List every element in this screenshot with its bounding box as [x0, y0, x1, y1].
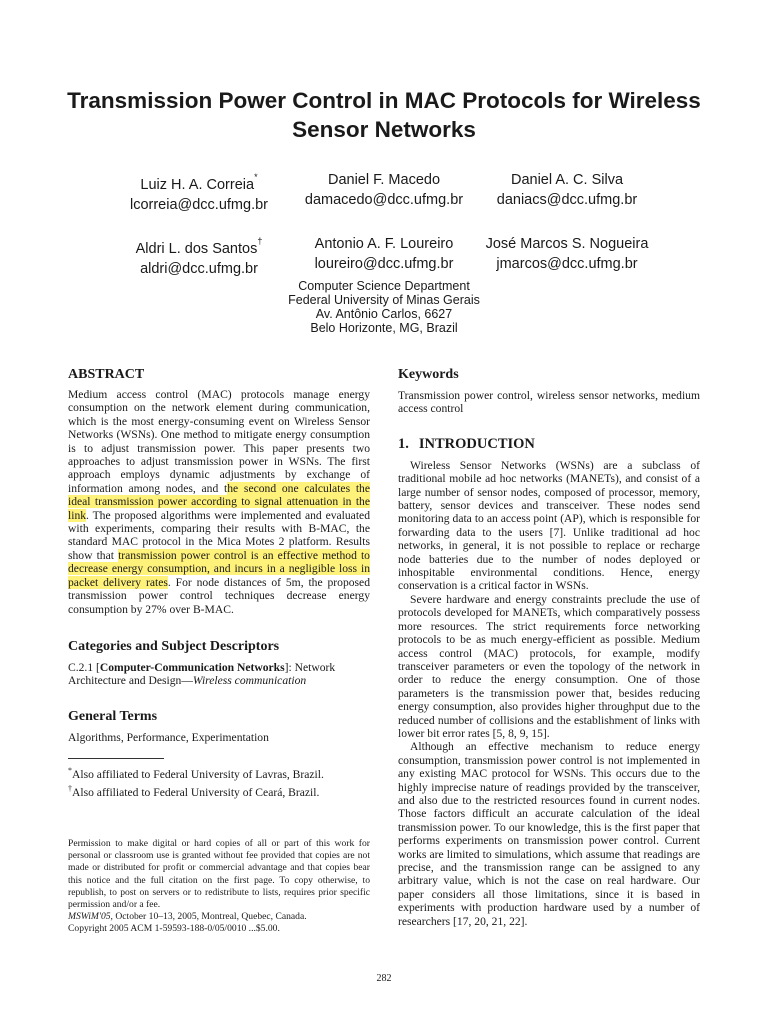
author-mark: † [257, 236, 263, 246]
intro-paragraph: Severe hardware and energy constraints preclude the use of protocols developed for MANETs, which comparatively possess more resources. The strict requirements force networking protocols to be as much energy-efficient as possible. Medium access control (MAC) protocols, for example, modify transceiver parameters or even the topology of the network in order to reduce the energy consumption. One of those parameters is the transmission power that, besides reducing energy consumption, also provides higher throughput due to the reduced number of collisions and the establishment of links with lower bit error rates [5, 8, 9, 15]. [398, 592, 700, 740]
author-email[interactable]: damacedo@dcc.ufmg.br [304, 192, 464, 208]
affiliation [234, 279, 534, 335]
paper-title [40, 86, 728, 144]
author-email[interactable]: jmarcos@dcc.ufmg.br [496, 256, 638, 272]
category-code: C.2.1 [ [68, 660, 100, 674]
general-terms-text: Algorithms, Performance, Experimentation [68, 730, 269, 744]
author-name: José Marcos S. Nogueira [485, 236, 649, 252]
copyright-line: Copyright 2005 ACM 1-59593-188-0/05/0010 ...$5.00. [68, 923, 280, 935]
author-email[interactable]: loureiro@dcc.ufmg.br [314, 256, 454, 272]
title-line-1: Transmission Power Control in MAC Protocols for Wireless [67, 88, 701, 113]
abstract-text-part: Medium access control (MAC) protocols manage energy consumption on the network element during communication, which is the most energy-consuming event on Wireless Sensor Networks (WSNs). One method to mitigate energy consumption is to adjust transmission power. This paper presents two approaches to adjust transmission power in WSNs. The first approach employs dynamic adjustments by exchange of information among nodes, and t [68, 388, 370, 495]
author-block [457, 170, 677, 210]
author-name: Daniel F. Macedo [327, 172, 441, 188]
right-column [398, 366, 700, 928]
permission-text: Permission to make digital or hard copies of all or part of this work for personal or classroom use is granted without fee provided that copies are not made or distributed for profit or commercial advantage and that copies bear this notice and the full citation on the first page. To copy otherwise, to republish, to post on servers or to redistribute to lists, requires prior specific permission and/or a fee. [68, 838, 370, 911]
categories-heading: Categories and Subject Descriptors [68, 638, 280, 654]
author-name: Antonio A. F. Loureiro [314, 236, 454, 252]
author-name: Luiz H. A. Correia [140, 176, 255, 193]
author-mark: * [254, 172, 258, 182]
affiliation-line: Av. Antônio Carlos, 6627 [315, 307, 453, 321]
intro-paragraph: Wireless Sensor Networks (WSNs) are a subclass of traditional mobile ad hoc networks (MANETs), and consist of a large number of sensor nodes, composed of processor, memory, battery, sensor devices and transceiver. These nodes send monitoring data to an access point (AP), which is responsible for forwarding data to the users [7]. Unlike traditional ad hoc networks, in general, it is not possible to replace or recharge node batteries due to the number of nodes deployed or inhospitable environmental conditions. Hence, energy conservation is a critical factor in WSNs. [398, 458, 700, 593]
abstract-text [68, 388, 370, 616]
venue-details: October 10–13, 2005, Montreal, Quebec, Canada. [112, 911, 307, 923]
affiliation-line: Belo Horizonte, MG, Brazil [310, 321, 458, 335]
highlighted-text[interactable]: he second one calculates the ideal transmission power according to signal attenuation in the link [68, 481, 370, 522]
author-email[interactable]: daniacs@dcc.ufmg.br [496, 192, 638, 208]
footnote-text: Also affiliated to Federal University of Lavras, Brazil. [72, 767, 324, 781]
venue-name: MSWiM'05, [68, 911, 113, 923]
permission-notice [68, 838, 370, 936]
keywords-text: Transmission power control, wireless sensor networks, medium access control [398, 389, 700, 416]
footnote-text: Also affiliated to Federal University of Ceará, Brazil. [72, 785, 320, 799]
author-block [457, 234, 677, 274]
categories-text [68, 661, 370, 688]
title-line-2: Sensor Networks [292, 117, 476, 142]
author-email[interactable]: aldri@dcc.ufmg.br [140, 260, 258, 277]
footnote [68, 764, 370, 782]
category-italic: Wireless communication [192, 674, 307, 688]
section-title: INTRODUCTION [418, 435, 535, 452]
author-name: Daniel A. C. Silva [510, 172, 624, 188]
venue-line [68, 911, 370, 923]
footnote-mark: * [68, 766, 72, 776]
category-bold: Computer-Communication Networks [99, 660, 285, 674]
intro-paragraph: Although an effective mechanism to reduce energy consumption, transmission power control is not implemented in any existing MAC protocol for WSNs. This occurs due to the highly imprecise nature of readings provided by the transceiver, and also due to the restricted resources found in current nodes. Those factors difficult an accurate calculation of the ideal transmission power. To our knowledge, this is the first paper that performs experiments on transmission power control. Current works are limited to simulations, which assume that readings are precise, and the transmission range can be assigned to any arbitrary value, which is not the case on real hardware. Our paper considers all those limitations, since it is based in experiments with production hardware used by a number of researchers [17, 20, 21, 22]. [398, 740, 700, 928]
abstract-text-part: . The proposed algorithms were implemented and evaluated with experiments, comparing their results with B-MAC, the standard MAC protocol in the Mica Motes 2 platform. Results show that [68, 508, 370, 562]
abstract-text-part: . For node distances of 5m, the proposed transmission power control techniques decrease energy consumption by 27% over B-MAC. [68, 575, 370, 616]
affiliation-line: Federal University of Minas Gerais [288, 293, 480, 307]
abstract-heading: ABSTRACT [68, 367, 145, 382]
author-email[interactable]: lcorreia@dcc.ufmg.br [129, 196, 268, 213]
introduction-heading [398, 436, 700, 453]
affiliation-line: Computer Science Department [298, 279, 470, 293]
category-rest: ]: Network Architecture and Design— [68, 660, 336, 688]
keywords-heading: Keywords [398, 367, 459, 382]
highlighted-text[interactable]: transmission power control is an effective method to decrease energy consumption, and incurs in a negligible loss in packet delivery rates [68, 548, 370, 589]
footnote-divider [68, 758, 164, 759]
left-column [68, 366, 370, 800]
general-terms-heading: General Terms [68, 708, 158, 724]
footnote [68, 782, 370, 800]
section-number: 1. [398, 435, 409, 452]
author-name: Aldri L. dos Santos [135, 240, 258, 257]
page-number: 282 [376, 973, 392, 984]
footnote-mark: † [68, 783, 72, 793]
